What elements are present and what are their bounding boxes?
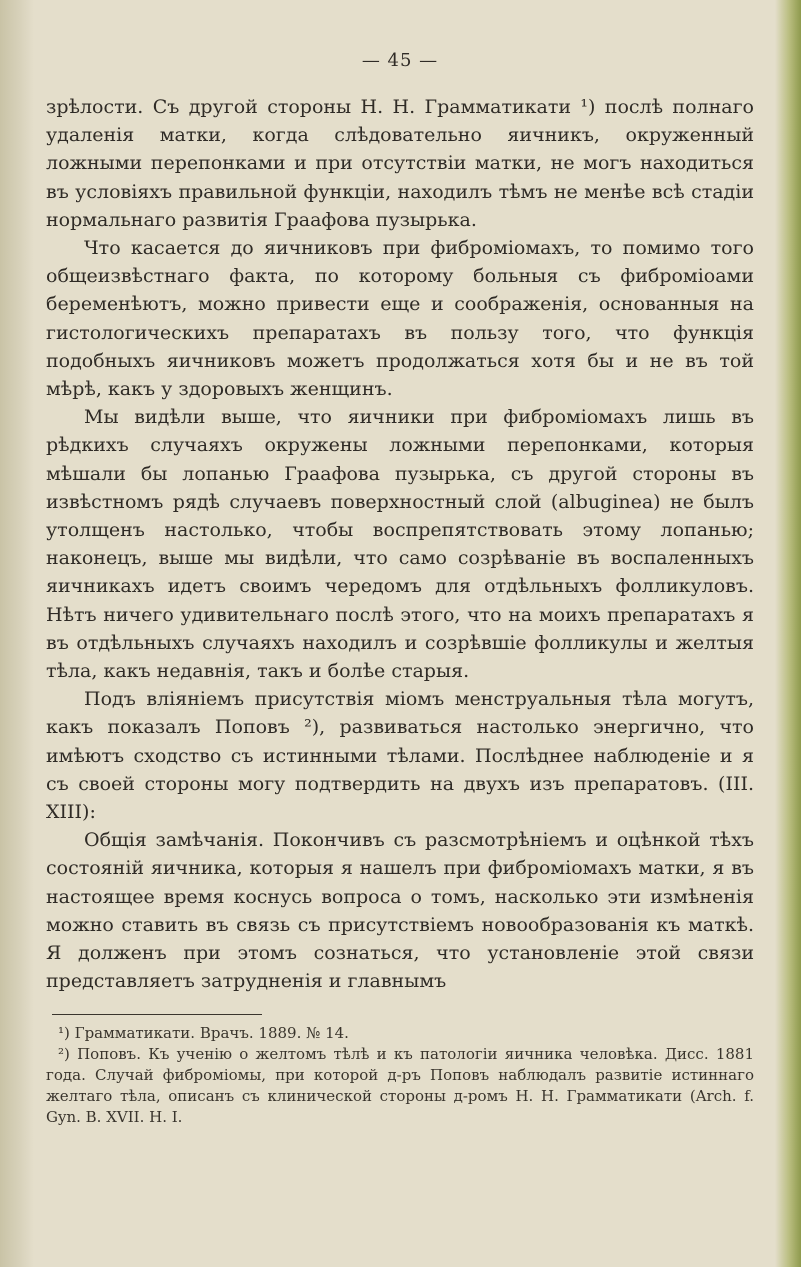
page-edge-discoloration	[775, 0, 801, 1267]
footnote-1: ¹) Грамматикати. Врачъ. 1889. № 14.	[58, 1023, 349, 1042]
paragraph-4: Подъ вліяніемъ присутствія міомъ менструальныя тѣла могутъ, какъ показалъ Поповъ ²), развиваться настолько энергично, что имѣютъ сходство съ истинными тѣлами. Послѣднее наблюденіе и я съ своей стороны могу подтвердить на двухъ изъ препаратовъ. (III. XIII):	[46, 688, 754, 824]
paragraph-3: Мы видѣли выше, что яичники при фиброміомахъ лишь въ рѣдкихъ случаяхъ окружены ложными перепонками, которыя мѣшали бы лопанью Граафова пузырька, съ другой стороны въ извѣстномъ рядѣ случаевъ поверхностный слой (albugіnea) не былъ утолщенъ настолько, чтобы воспрепятствовать этому лопанью; наконецъ, выше мы видѣли, что само созрѣваніе въ воспаленныхъ яичникахъ идетъ своимъ чередомъ для отдѣльныхъ фолликуловъ. Нѣтъ ничего удивительнаго послѣ этого, что на моихъ препаратахъ я въ отдѣльныхъ случаяхъ находилъ и созрѣвшіе фолликулы и желтыя тѣла, какъ недавнія, такъ и болѣе старыя.	[46, 406, 754, 683]
footnote-divider	[52, 1014, 262, 1015]
paragraph-2: Что касается до яичниковъ при фиброміомахъ, то помимо того общеизвѣстнаго факта, по которому больныя съ фиброміоами беременѣютъ, можно привести еще и соображенія, основанныя на гистологическихъ препаратахъ въ пользу того, что функція подобныхъ яичниковъ можетъ продолжаться хотя бы и не въ той мѣрѣ, какъ у здоровыхъ женщинъ.	[46, 237, 754, 401]
footnote-2: ²) Поповъ. Къ ученію о желтомъ тѣлѣ и къ патологіи яичника человѣка. Дисс. 1881 года. Случай фиброміомы, при которой д-ръ Поповъ наблюдалъ развитіе истиннаго желтаго тѣла, описанъ съ клинической стороны д-ромъ Н. Н. Грамматикати (Arch. f. Gyn. B. XVII. H. I.	[46, 1044, 754, 1126]
footnotes	[46, 1023, 754, 1128]
page-number: — 45 —	[361, 50, 439, 71]
body-text	[46, 93, 754, 996]
book-page	[46, 50, 754, 1128]
paragraph-1: зрѣлости. Съ другой стороны Н. Н. Грамматикати ¹) послѣ полнаго удаленія матки, когда слѣдовательно яичникъ, окруженный ложными перепонками и при отсутствіи матки, не могъ находиться въ условіяхъ правильной функціи, находилъ тѣмъ не менѣе всѣ стадіи нормальнаго развитія Граафова пузырька.	[46, 96, 754, 231]
paragraph-5: Общія замѣчанія. Покончивъ съ разсмотрѣніемъ и оцѣнкой тѣхъ состояній яичника, которыя я нашелъ при фиброміомахъ матки, я въ настоящее время коснусь вопроса о томъ, насколько эти измѣненія можно ставить въ связь съ присутствіемъ новообразованія къ маткѣ. Я долженъ при этомъ сознаться, что установленіе этой связи представляетъ затрудненія и главнымъ	[46, 829, 754, 993]
page-binding-shadow	[0, 0, 34, 1267]
